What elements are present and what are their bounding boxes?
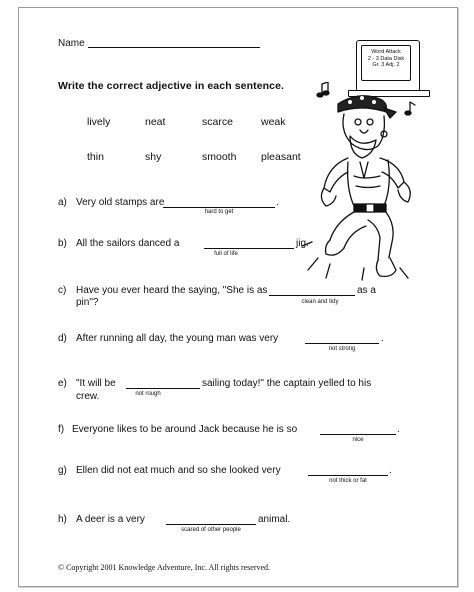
dancing-pirate-illustration <box>300 82 430 282</box>
answer-hint: not thick or fat <box>329 478 367 484</box>
question-text: Everyone likes to be around Jack because he is so <box>72 424 298 435</box>
answer-blank[interactable] <box>320 434 396 435</box>
question-text-end: jig. <box>296 238 309 249</box>
question-text-end: sailing today!" the captain yelled to his <box>202 378 372 389</box>
question-letter: h) <box>58 514 67 525</box>
answer-hint: clean and tidy <box>301 299 339 305</box>
word-bank-item: neat <box>145 116 166 128</box>
question-text: After running all day, the young man was very <box>76 333 279 344</box>
answer-hint: full of life <box>214 251 238 257</box>
question-text: Have you ever heard the saying, "She is as <box>76 285 268 296</box>
question-letter: c) <box>58 285 67 296</box>
question-text-end: animal. <box>258 514 291 525</box>
name-line <box>88 47 260 48</box>
copyright-notice: © Copyright 2001 Knowledge Adventure, Inc. All rights reserved. <box>58 563 271 572</box>
question-letter: e) <box>58 378 67 389</box>
question-text: Very old stamps are <box>76 197 165 208</box>
disk-label-line: Word Attack <box>371 49 401 55</box>
answer-hint: not strong <box>328 346 356 352</box>
question-text: A deer is a very <box>76 514 145 525</box>
answer-hint: scared of other people <box>181 527 241 533</box>
answer-blank[interactable] <box>126 388 200 389</box>
answer-blank[interactable] <box>163 207 275 208</box>
question-letter: g) <box>58 465 67 476</box>
word-bank-item: smooth <box>202 151 237 163</box>
word-bank-item: scarce <box>202 116 233 128</box>
question-letter: f) <box>58 424 65 435</box>
question-text: Ellen did not eat much and so she looked very <box>76 465 281 476</box>
word-bank-item: lively <box>87 116 111 128</box>
answer-hint: not rough <box>135 391 161 397</box>
name-label: Name <box>58 38 85 49</box>
question-letter: b) <box>58 238 67 249</box>
question-text-line2: pin"? <box>76 297 99 308</box>
question-text-end: . <box>381 333 384 344</box>
question-letter: d) <box>58 333 67 344</box>
question-text-end: . <box>389 465 392 476</box>
answer-blank[interactable] <box>166 524 256 525</box>
word-bank-item: weak <box>261 116 286 128</box>
answer-blank[interactable] <box>308 475 388 476</box>
answer-blank[interactable] <box>269 295 355 296</box>
question-text-line2: crew. <box>76 391 100 402</box>
question-text-end: as a <box>357 285 376 296</box>
word-bank-item: thin <box>87 151 104 163</box>
word-bank-item: shy <box>145 151 162 163</box>
disk-label-line: 2 - 3 Data Disk <box>367 55 405 62</box>
question-text-end: . <box>397 424 400 435</box>
instructions: Write the correct adjective in each sentence. <box>58 80 285 92</box>
answer-hint: nice <box>352 437 364 443</box>
question-letter: a) <box>58 197 67 208</box>
computer-screen <box>361 45 411 81</box>
question-text-end: . <box>276 197 279 208</box>
disk-label-line: Gr. 3 Adj. 2 <box>372 62 400 69</box>
answer-blank[interactable] <box>204 248 294 249</box>
answer-blank[interactable] <box>305 343 379 344</box>
answer-hint: hard to get <box>204 209 234 215</box>
question-text: "It will be <box>76 378 116 389</box>
question-text: All the sailors danced a <box>76 238 180 249</box>
word-bank-item: pleasant <box>261 151 301 163</box>
